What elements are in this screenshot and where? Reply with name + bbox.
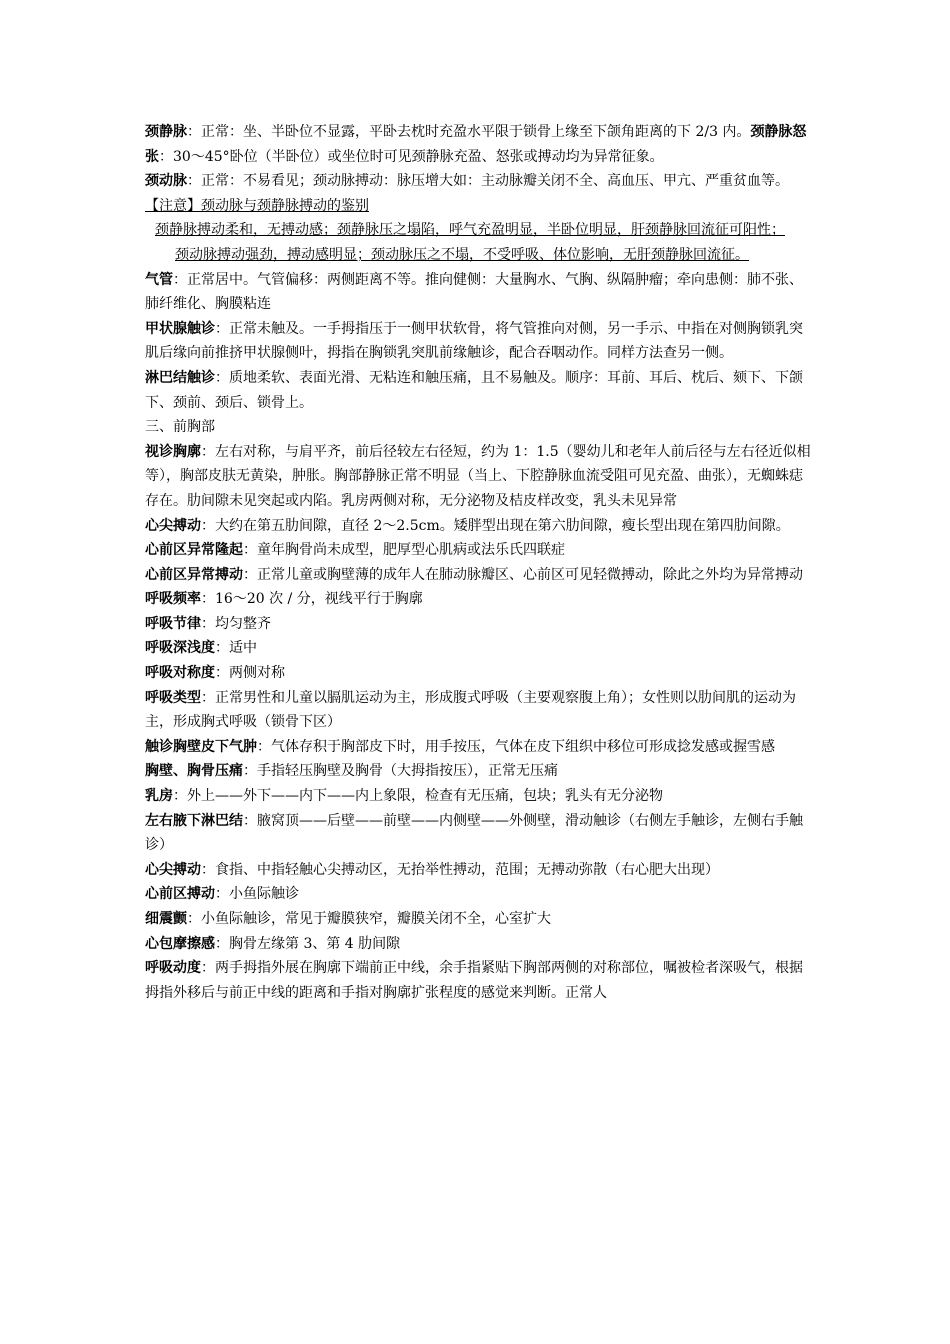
term: 乳房 [145, 788, 173, 805]
text: ：正常：不易看见；颈动脉搏动：脉压增大如：主动脉瓣关闭不全、高血压、甲亢、严重贫血等。 [187, 173, 789, 190]
note-text: 颈动脉搏动强劲，搏动感明显；颈动脉压之不塌，不受呼吸、体位影响，无肝颈静脉回流征。 [175, 246, 749, 263]
paragraph-carotid [145, 169, 813, 194]
note-text: 颈静脉搏动柔和，无搏动感；颈静脉压之塌陷，呼气充盈明显，半卧位明显，肝颈静脉回流征可阳性； [155, 222, 785, 239]
text: ：正常未触及。一手拇指压于一侧甲状软骨，将气管推向对侧，另一手示、中指在对侧胸锁乳突肌后缘向前推挤甲状腺侧叶，拇指在胸锁乳突肌前缘触诊，配合吞咽动作。同样方法查另一侧。 [145, 320, 803, 362]
text: ：大约在第五肋间隙，直径 2～2.5cm。矮胖型出现在第六肋间隙，瘦长型出现在第四肋间隙。 [201, 517, 790, 534]
text: ：正常男性和儿童以膈肌运动为主，形成腹式呼吸（主要观察腹上角）；女性则以肋间肌的运动为主，形成胸式呼吸（锁骨下区） [145, 689, 796, 731]
paragraph-lymph [145, 366, 813, 415]
text: ：小鱼际触诊 [215, 886, 299, 903]
text: ：童年胸骨尚未成型，肥厚型心肌病或法乐氏四联症 [243, 542, 565, 559]
text: ：胸骨左缘第 3、第 4 肋间隙 [215, 935, 401, 952]
text: ：手指轻压胸壁及胸骨（大拇指按压），正常无压痛 [243, 763, 558, 780]
section-heading [145, 415, 813, 440]
note-title [145, 194, 813, 219]
note-carotid [145, 243, 813, 268]
text: ：两手拇指外展在胸廓下端前正中线，余手指紧贴下胸部两侧的对称部位，嘱被检者深吸气，根据拇指外移后与前正中线的距离和手指对胸廓扩张程度的感觉来判断。正常人 [145, 960, 803, 1001]
term: 呼吸类型 [145, 689, 201, 706]
term: 淋巴结触诊 [145, 369, 215, 386]
text: ：适中 [215, 640, 257, 657]
term: 左右腋下淋巴结 [145, 812, 243, 829]
text: 三、前胸部 [145, 419, 215, 436]
term: 心前区异常搏动 [145, 566, 243, 583]
term: 胸壁、胸骨压痛 [145, 763, 243, 780]
term: 心前区异常隆起 [145, 542, 243, 559]
text: ：左右对称，与肩平齐，前后径较左右径短，约为 1：1.5（婴幼儿和老年人前后径与左右径近似相等），胸部皮肤无黄染，肿胀。胸部静脉正常不明显（当上、下腔静脉血流受阻可见充盈、曲张），无蜘蛛痣存在。肋间隙未见突起或内陷。乳房两侧对称，无分泌物及桔皮样改变，乳头未见异常 [145, 443, 811, 509]
paragraph-axillary-lymph [145, 809, 813, 858]
term: 呼吸对称度 [145, 665, 215, 682]
term: 细震颤 [145, 911, 187, 927]
text: ：16～20 次 / 分，视线平行于胸廓 [201, 591, 423, 608]
text: ：外上——外下——内下——内上象限，检查有无压痛，包块；乳头有无分泌物 [173, 788, 663, 805]
term: 呼吸节律 [145, 615, 201, 632]
paragraph-resp-rate [145, 587, 813, 612]
text: ：正常：坐、半卧位不显露，平卧去枕时充盈水平限于锁骨上缘至下颌角距离的下 2/3 内。 [187, 124, 751, 140]
paragraph-thyroid [145, 317, 813, 366]
term: 颈静脉怒张 [145, 124, 807, 165]
paragraph-precordial-bulge [145, 538, 813, 563]
term: 呼吸动度 [145, 960, 201, 977]
text: ：30～45°卧位（半卧位）或坐位时可见颈静脉充盈、怒张或搏动均为异常征象。 [159, 148, 664, 165]
text: ：两侧对称 [215, 665, 285, 682]
term: 触诊胸壁皮下气肿 [145, 738, 257, 755]
paragraph-sternum-tenderness [145, 759, 813, 784]
term: 视诊胸廓 [145, 443, 201, 460]
paragraph-apex-beat [145, 514, 813, 539]
term: 心包摩擦感 [145, 935, 215, 952]
term: 颈动脉 [145, 173, 187, 190]
paragraph-jugular-vein [145, 120, 813, 169]
term: 心尖搏动 [145, 861, 201, 878]
text: ：小鱼际触诊，常见于瓣膜狭窄，瓣膜关闭不全，心室扩大 [187, 911, 551, 927]
text: ：正常居中。气管偏移：两侧距离不等。推向健侧：大量胸水、气胸、纵隔肿瘤；牵向患侧：肺不张、肺纤维化、胸膜粘连 [145, 271, 803, 313]
paragraph-precordial-pulsation [145, 563, 813, 588]
term: 心前区搏动 [145, 886, 215, 903]
term: 呼吸深浅度 [145, 640, 215, 657]
paragraph-trachea [145, 268, 813, 317]
text: ：正常儿童或胸壁薄的成年人在肺动脉瓣区、心前区可见轻微搏动，除此之外均为异常搏动 [243, 566, 803, 583]
paragraph-resp-rhythm [145, 612, 813, 637]
paragraph-emphysema [145, 735, 813, 760]
paragraph-apex-palpation [145, 858, 813, 883]
text: ：腋窝顶——后壁——前壁——内侧壁——外侧壁，滑动触诊（右侧左手触诊，左侧右手触诊） [145, 812, 803, 854]
term: 颈静脉 [145, 124, 187, 140]
text: ：食指、中指轻触心尖搏动区，无抬举性搏动，范围；无搏动弥散（右心肥大出现） [201, 861, 719, 878]
text: ：质地柔软、表面光滑、无粘连和触压痛，且不易触及。顺序：耳前、耳后、枕后、颏下、下颌下、颈前、颈后、锁骨上。 [145, 369, 803, 411]
note-jugular [145, 218, 813, 243]
paragraph-chest-inspection [145, 440, 813, 514]
term: 甲状腺触诊 [145, 320, 215, 337]
term: 心尖搏动 [145, 517, 201, 534]
paragraph-pericardial-rub [145, 932, 813, 957]
text: ：气体存积于胸部皮下时，用手按压，气体在皮下组织中移位可形成捻发感或握雪感 [257, 738, 775, 755]
term: 气管 [145, 271, 173, 288]
text: ：均匀整齐 [201, 615, 271, 632]
paragraph-resp-symmetry [145, 661, 813, 686]
paragraph-thrill [145, 907, 813, 932]
paragraph-resp-excursion [145, 956, 813, 1005]
paragraph-resp-depth [145, 636, 813, 661]
paragraph-precordial-palpation [145, 882, 813, 907]
document-page [145, 120, 813, 1005]
note-text: 【注意】颈动脉与颈静脉搏动的鉴别 [145, 197, 369, 214]
paragraph-breast [145, 784, 813, 809]
paragraph-resp-type [145, 686, 813, 735]
term: 呼吸频率 [145, 591, 201, 608]
